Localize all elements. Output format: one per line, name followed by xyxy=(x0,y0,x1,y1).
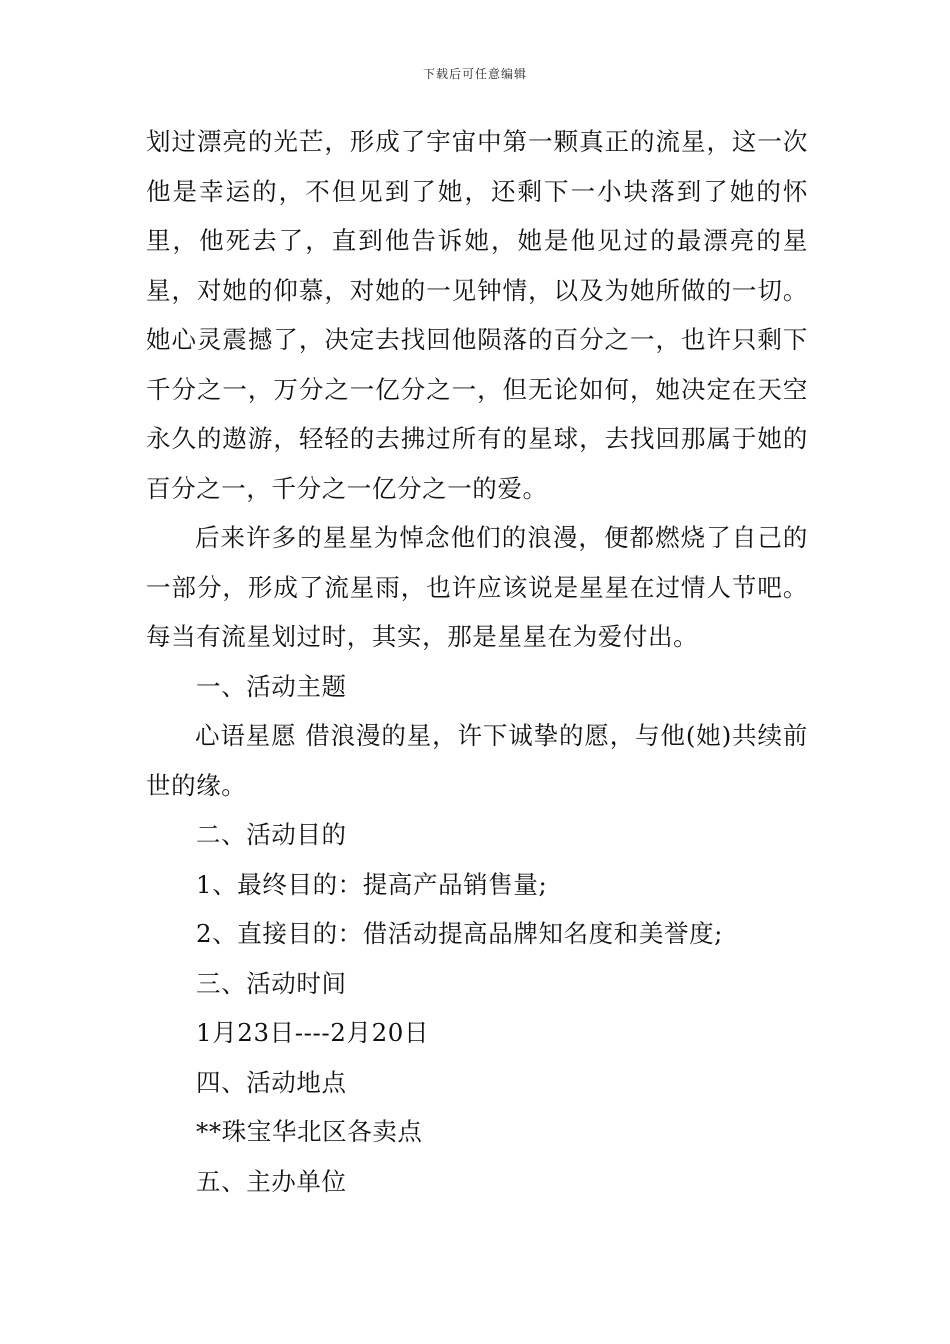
document-body xyxy=(146,117,808,1206)
paragraph-theme: 心语星愿 借浪漫的星，许下诚挚的愿，与他(她)共续前世的缘。 xyxy=(146,721,808,800)
section-heading-location: 四、活动地点 xyxy=(196,1067,347,1097)
section-heading-time: 三、活动时间 xyxy=(196,968,347,998)
page-header: 下载后可任意编辑 xyxy=(422,67,527,81)
section-heading-purpose: 二、活动目的 xyxy=(196,820,347,849)
section-heading-organizer: 五、主办单位 xyxy=(196,1166,347,1196)
activity-location-value: **珠宝华北区各卖点 xyxy=(196,1117,423,1146)
section-heading-theme: 一、活动主题 xyxy=(196,671,347,701)
activity-time-value: 1月23日----2月20日 xyxy=(196,1018,430,1047)
paragraph-story-2: 后来许多的星星为悼念他们的浪漫，便都燃烧了自己的一部分，形成了流星雨，也许应该说是星星在过情人节吧。每当有流星划过时，其实，那是星星在为爱付出。 xyxy=(146,523,808,651)
list-item-purpose-1: 1、最终目的：提高产品销售量; xyxy=(196,869,548,899)
paragraph-story-1: 划过漂亮的光芒，形成了宇宙中第一颗真正的流星，这一次他是幸运的，不但见到了她，还剩下一小块落到了她的怀里，他死去了，直到他告诉她，她是他见过的最漂亮的星星，对她的仰慕，对她的一见钟情，以及为她所做的一切。她心灵震撼了，决定去找回他陨落的百分之一，也许只剩下千分之一，万分之一亿分之一，但无论如何，她决定在天空永久的遨游，轻轻的去拂过所有的星球，去找回那属于她的百分之一，千分之一亿分之一的爱。 xyxy=(146,127,808,503)
list-item-purpose-2: 2、直接目的：借活动提高品牌知名度和美誉度; xyxy=(196,919,724,948)
